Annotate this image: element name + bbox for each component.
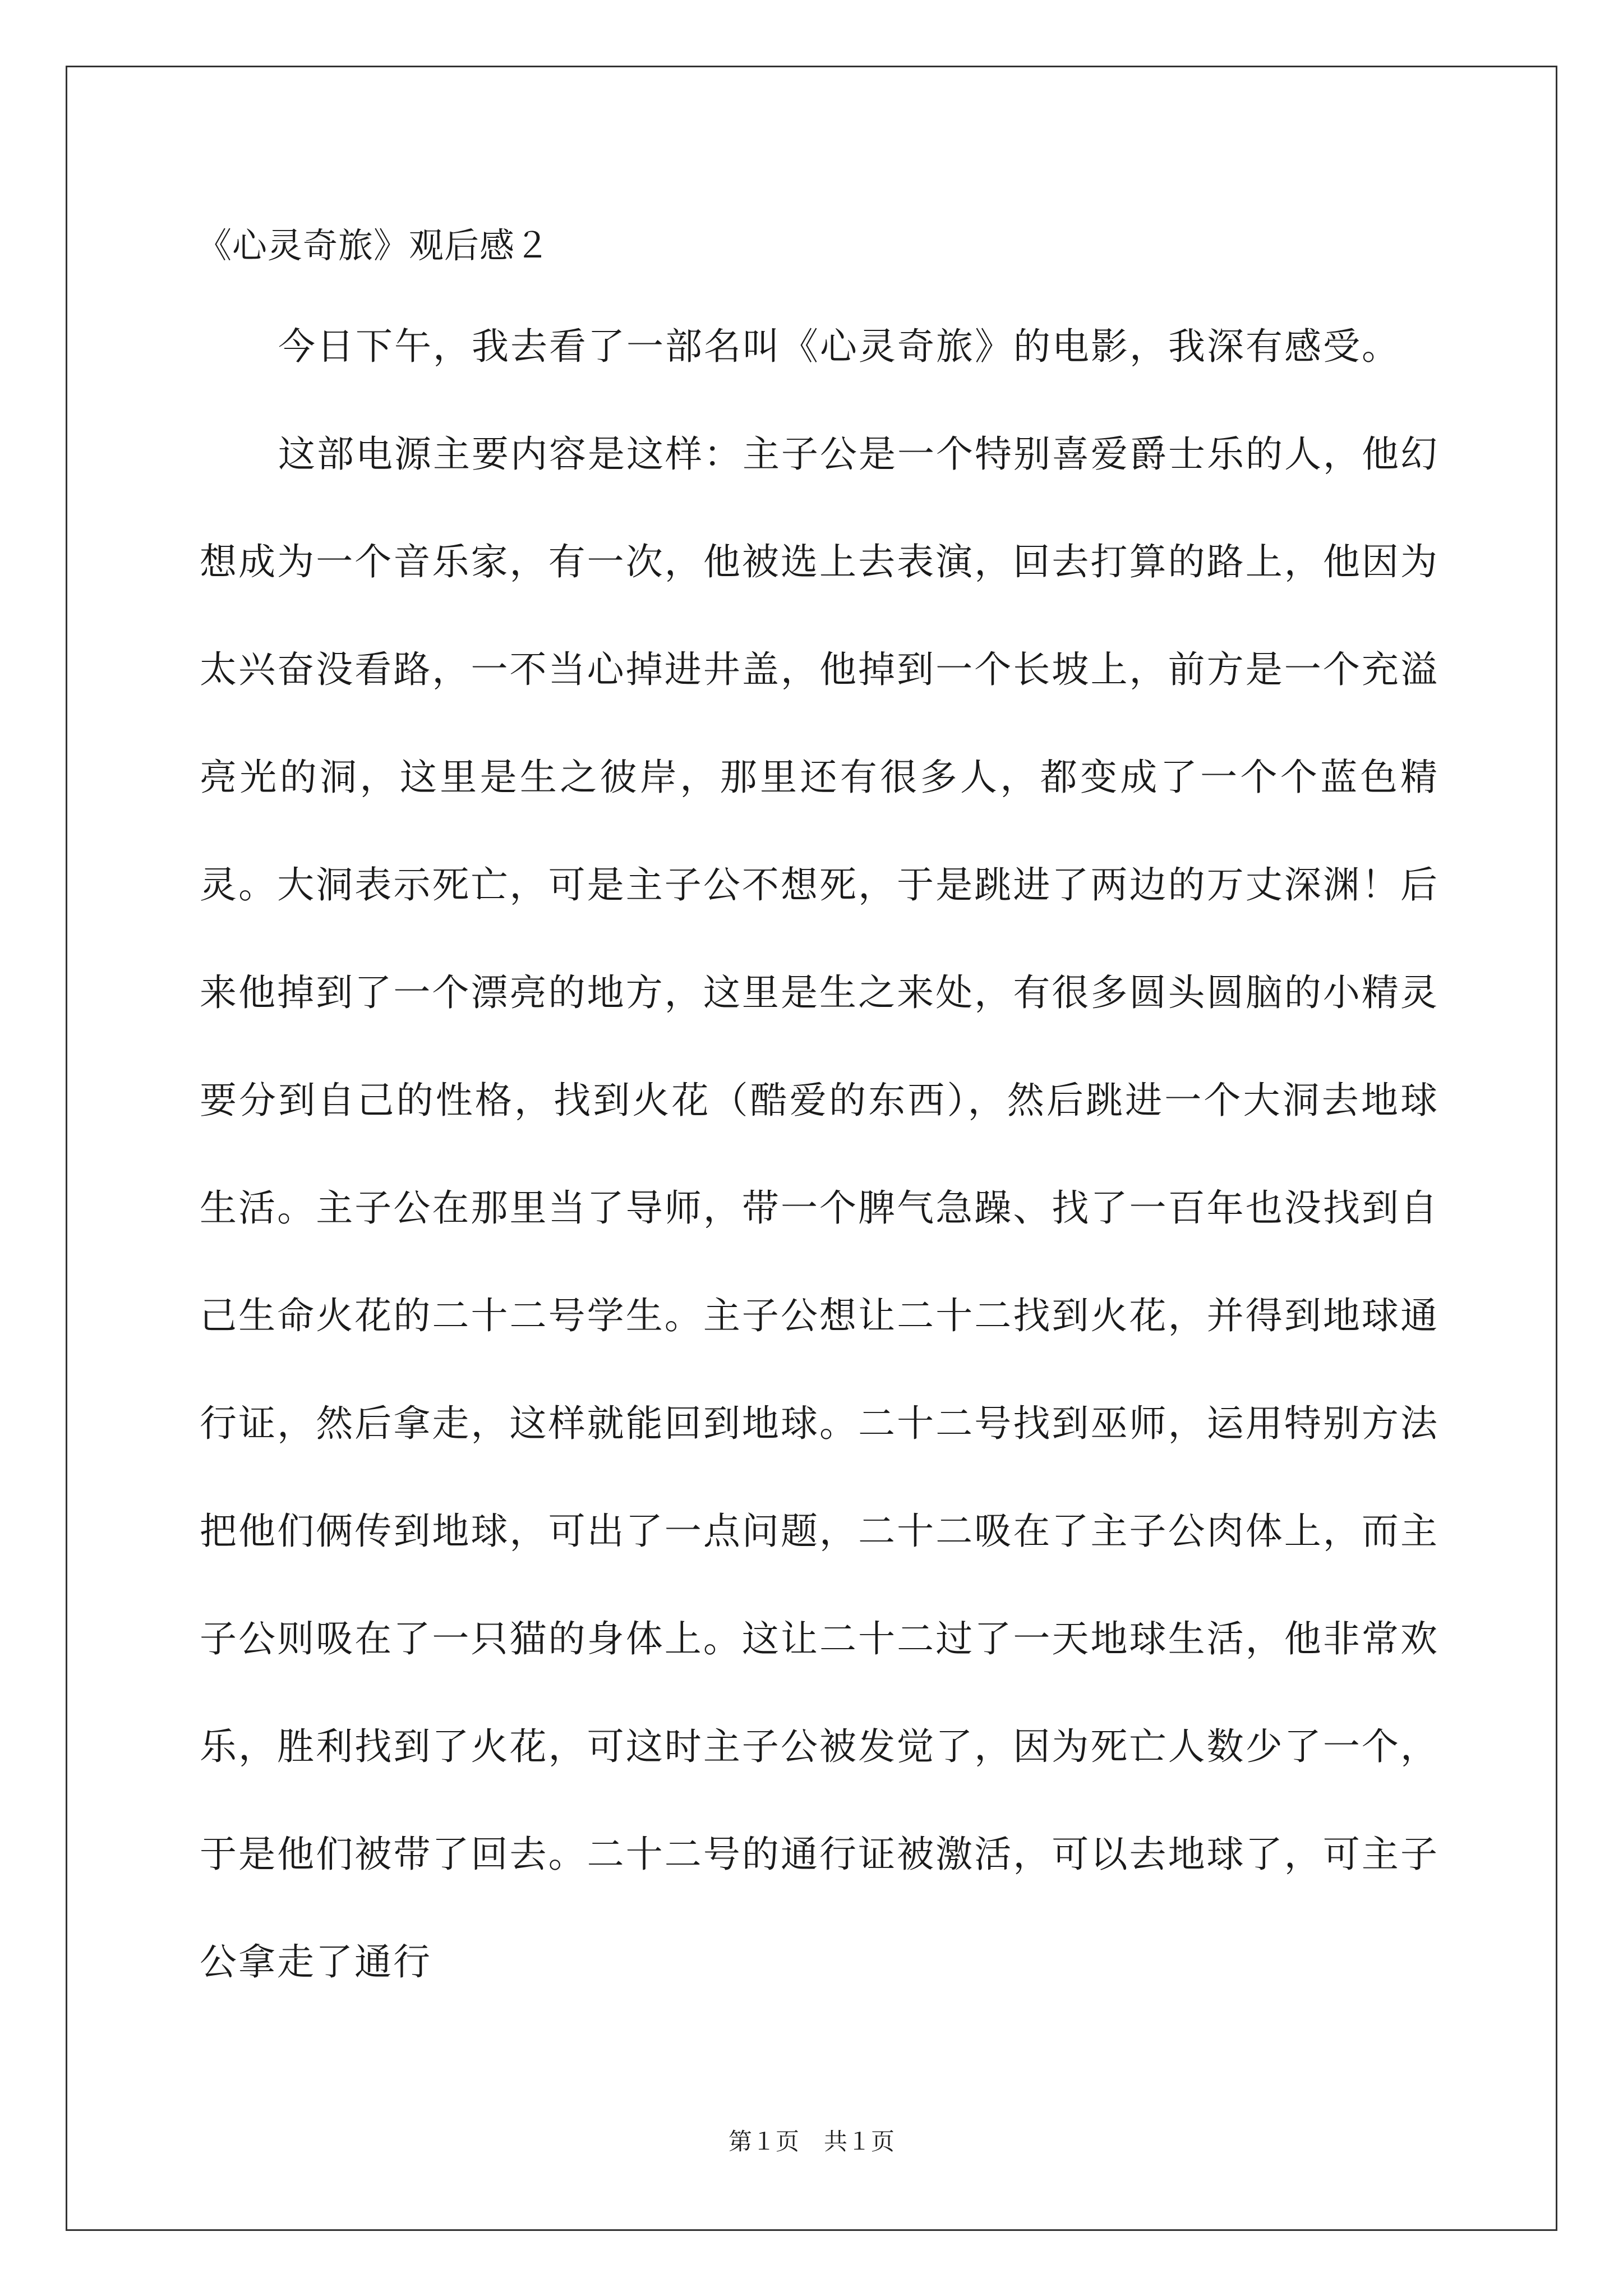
page-footer — [0, 2126, 1623, 2157]
paragraph-1: 今日下午，我去看了一部名叫《心灵奇旅》的电影，我深有感受。 — [278, 325, 1400, 368]
page-total: 共１页 — [824, 2128, 895, 2155]
document-body — [200, 293, 1439, 2016]
document-title: 《心灵奇旅》观后感２ — [197, 225, 551, 266]
paragraph-2: 这部电源主要内容是这样：主子公是一个特别喜爱爵士乐的人，他幻想成为一个音乐家，有一次，他被选上去表演，回去打算的路上，他因为太兴奋没看路，一不当心掉进井盖，他掉到一个长坡上，前方是一个充溢亮光的洞，这里是生之彼岸，那里还有很多人，都变成了一个个蓝色精灵。大洞表示死亡，可是主子公不想死，于是跳进了两边的万丈深渊！后来他掉到了一个漂亮的地方，这里是生之来处，有很多圆头圆脑的小精灵要分到自己的性格，找到火花（酷爱的东西），然后跳进一个大洞去地球生活。主子公在那里当了导师，带一个脾气急躁、找了一百年也没找到自己生命火花的二十二号学生。主子公想让二十二找到火花，并得到地球通行证，然后拿走，这样就能回到地球。二十二号找到巫师，运用特别方法把他们俩传到地球，可出了一点问题，二十二吸在了主子公肉体上，而主子公则吸在了一只猫的身体上。这让二十二过了一天地球生活，他非常欢乐，胜利找到了火花，可这时主子公被发觉了，因为死亡人数少了一个，于是他们被带了回去。二十二号的通行证被激活，可以去地球了，可主子公拿走了通行 — [200, 432, 1439, 1984]
page-number: 第１页 — [728, 2128, 799, 2155]
